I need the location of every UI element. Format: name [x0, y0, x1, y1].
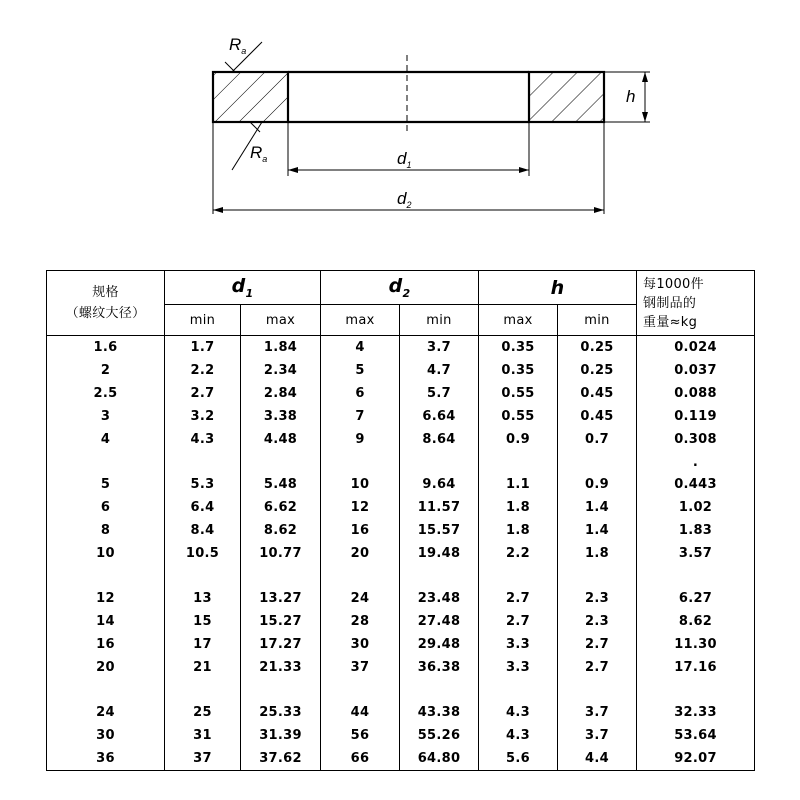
cell-weight: 32.33 [637, 701, 755, 724]
cell-d2-max: 9 [321, 428, 400, 451]
table-row [47, 701, 755, 724]
cell-d2-max: 6 [321, 382, 400, 405]
cell-d1-min: 1.7 [165, 336, 241, 360]
cell-spec [47, 679, 165, 701]
cell-h-min: 1.8 [558, 542, 637, 565]
header-d1-max: max [241, 305, 321, 336]
cell-d2-min: 15.57 [400, 519, 479, 542]
cell-spec: 12 [47, 587, 165, 610]
cell-d2-min: 11.57 [400, 496, 479, 519]
table-row [47, 679, 755, 701]
cell-weight: 53.64 [637, 724, 755, 747]
cell-h-max: 1.1 [479, 473, 558, 496]
cell-d1-max: 2.84 [241, 382, 321, 405]
cell-h-max: 2.2 [479, 542, 558, 565]
cell-d1-min: 2.2 [165, 359, 241, 382]
cell-h-max: 4.3 [479, 701, 558, 724]
table-row [47, 724, 755, 747]
cell-h-min: 1.4 [558, 519, 637, 542]
cell-h-max: 1.8 [479, 519, 558, 542]
cell-h-min: 0.45 [558, 405, 637, 428]
cell-weight: 1.02 [637, 496, 755, 519]
header-spec: 规格 （螺纹大径） [47, 271, 165, 336]
cell-spec: 10 [47, 542, 165, 565]
cell-h-max: 0.35 [479, 336, 558, 360]
cell-d1-min [165, 451, 241, 473]
cell-d2-max: 44 [321, 701, 400, 724]
cell-spec: 4 [47, 428, 165, 451]
cell-h-max: 4.3 [479, 724, 558, 747]
cell-d1-min: 25 [165, 701, 241, 724]
cell-d2-min: 27.48 [400, 610, 479, 633]
cell-d2-min: 6.64 [400, 405, 479, 428]
cell-d1-min: 15 [165, 610, 241, 633]
cell-d2-max: 28 [321, 610, 400, 633]
cell-weight: 0.037 [637, 359, 755, 382]
cell-d1-max: 1.84 [241, 336, 321, 360]
cell-weight: 17.16 [637, 656, 755, 679]
cell-d1-max: 15.27 [241, 610, 321, 633]
cell-d1-max [241, 679, 321, 701]
cell-spec [47, 451, 165, 473]
cell-d1-max: 17.27 [241, 633, 321, 656]
cell-spec: 6 [47, 496, 165, 519]
table-row [47, 451, 755, 473]
cell-spec: 2.5 [47, 382, 165, 405]
cell-weight: 1.83 [637, 519, 755, 542]
cell-h-min: 4.4 [558, 747, 637, 771]
cell-spec: 1.6 [47, 336, 165, 360]
table-row [47, 519, 755, 542]
cell-d2-max: 24 [321, 587, 400, 610]
cell-h-min: 3.7 [558, 701, 637, 724]
cell-h-max: 5.6 [479, 747, 558, 771]
cell-d2-min: 5.7 [400, 382, 479, 405]
right-hatched-section [529, 72, 604, 122]
cell-d1-max: 8.62 [241, 519, 321, 542]
cell-d2-max: 20 [321, 542, 400, 565]
cell-d2-max: 30 [321, 633, 400, 656]
cell-h-min: 2.3 [558, 610, 637, 633]
d1-arrow-left [288, 167, 298, 173]
cell-d2-min: 36.38 [400, 656, 479, 679]
table-row [47, 496, 755, 519]
h-arrow-top [642, 72, 648, 82]
cell-h-min: 0.7 [558, 428, 637, 451]
cell-d1-min: 10.5 [165, 542, 241, 565]
cell-d1-min [165, 679, 241, 701]
washer-section-drawing [0, 0, 800, 240]
d2-arrow-left [213, 207, 223, 213]
cell-d1-min: 2.7 [165, 382, 241, 405]
cell-h-max [479, 451, 558, 473]
cell-h-min: 0.25 [558, 359, 637, 382]
cell-weight: 8.62 [637, 610, 755, 633]
cell-d1-min: 8.4 [165, 519, 241, 542]
d2-arrow-right [594, 207, 604, 213]
cell-spec: 36 [47, 747, 165, 771]
cell-h-max: 0.9 [479, 428, 558, 451]
cell-d1-min: 5.3 [165, 473, 241, 496]
cell-h-max: 3.3 [479, 633, 558, 656]
cell-weight: 6.27 [637, 587, 755, 610]
table-row [47, 382, 755, 405]
cell-h-min: 0.25 [558, 336, 637, 360]
cell-h-max: 2.7 [479, 610, 558, 633]
cell-h-min: 2.7 [558, 656, 637, 679]
cell-weight: 11.30 [637, 633, 755, 656]
cell-d2-min [400, 565, 479, 587]
cell-weight: 0.024 [637, 336, 755, 360]
cell-spec: 3 [47, 405, 165, 428]
cell-d2-min: 43.38 [400, 701, 479, 724]
cell-d2-min: 4.7 [400, 359, 479, 382]
cell-h-min: 0.9 [558, 473, 637, 496]
cell-d2-min: 29.48 [400, 633, 479, 656]
cell-d1-max [241, 451, 321, 473]
cell-h-min [558, 565, 637, 587]
d2-label: $d_2$ [397, 189, 412, 210]
cell-spec: 24 [47, 701, 165, 724]
table-row [47, 747, 755, 771]
cell-d2-min: 19.48 [400, 542, 479, 565]
cell-d1-min: 3.2 [165, 405, 241, 428]
h-arrow-bottom [642, 112, 648, 122]
table-row [47, 428, 755, 451]
table-row [47, 359, 755, 382]
header-d2-min: min [400, 305, 479, 336]
header-d2-max: max [321, 305, 400, 336]
table-row [47, 587, 755, 610]
cell-h-min: 0.45 [558, 382, 637, 405]
cell-d1-max: 3.38 [241, 405, 321, 428]
cell-h-max [479, 565, 558, 587]
cell-weight: 0.443 [637, 473, 755, 496]
cell-weight [637, 565, 755, 587]
cell-d1-min: 4.3 [165, 428, 241, 451]
cell-d2-max [321, 451, 400, 473]
header-h-min: min [558, 305, 637, 336]
cell-h-max: 0.55 [479, 405, 558, 428]
table-body [47, 336, 755, 771]
cell-d1-max: 13.27 [241, 587, 321, 610]
table-row [47, 405, 755, 428]
cell-spec: 16 [47, 633, 165, 656]
table-row [47, 473, 755, 496]
cell-d1-max: 10.77 [241, 542, 321, 565]
cell-h-min: 3.7 [558, 724, 637, 747]
cell-d1-min: 17 [165, 633, 241, 656]
roughness-label-bottom: $R_a$ [250, 143, 268, 164]
cell-d2-min: 8.64 [400, 428, 479, 451]
cell-d2-max: 56 [321, 724, 400, 747]
cell-d1-max: 25.33 [241, 701, 321, 724]
cell-d1-max: 21.33 [241, 656, 321, 679]
cell-spec: 20 [47, 656, 165, 679]
table-row [47, 542, 755, 565]
cell-weight: 0.308 [637, 428, 755, 451]
cell-d2-min: 55.26 [400, 724, 479, 747]
header-h-max: max [479, 305, 558, 336]
cell-d2-min: 9.64 [400, 473, 479, 496]
cell-d1-min: 6.4 [165, 496, 241, 519]
cell-d2-min [400, 679, 479, 701]
cell-spec: 5 [47, 473, 165, 496]
d1-label: $d_1$ [397, 149, 412, 170]
cell-d1-max [241, 565, 321, 587]
cell-spec: 14 [47, 610, 165, 633]
header-d2: $d_2$ [321, 271, 479, 305]
cell-h-max: 2.7 [479, 587, 558, 610]
cell-d1-min: 31 [165, 724, 241, 747]
cell-spec: 8 [47, 519, 165, 542]
cell-h-max: 3.3 [479, 656, 558, 679]
cell-d2-max: 66 [321, 747, 400, 771]
cell-d2-min: 64.80 [400, 747, 479, 771]
cell-d2-max: 7 [321, 405, 400, 428]
cell-spec: 2 [47, 359, 165, 382]
cell-weight: 92.07 [637, 747, 755, 771]
cell-weight: . [637, 451, 755, 473]
cell-d2-min: 3.7 [400, 336, 479, 360]
cell-d1-max: 5.48 [241, 473, 321, 496]
cell-h-min: 2.3 [558, 587, 637, 610]
cell-d2-min [400, 451, 479, 473]
cell-d1-min: 37 [165, 747, 241, 771]
header-h: h [479, 271, 637, 305]
cell-weight: 3.57 [637, 542, 755, 565]
cell-d1-max: 31.39 [241, 724, 321, 747]
left-hatched-section [213, 72, 288, 122]
cell-d1-max: 2.34 [241, 359, 321, 382]
cell-d2-min: 23.48 [400, 587, 479, 610]
cell-d2-max: 37 [321, 656, 400, 679]
cell-d2-max [321, 565, 400, 587]
cell-d2-max: 12 [321, 496, 400, 519]
header-d1: $d_1$ [165, 271, 321, 305]
cell-d1-min: 13 [165, 587, 241, 610]
cell-h-min: 2.7 [558, 633, 637, 656]
roughness-label-top: $R_a$ [229, 35, 247, 56]
cell-d1-max: 37.62 [241, 747, 321, 771]
cell-d1-max: 4.48 [241, 428, 321, 451]
cell-d2-max [321, 679, 400, 701]
cell-h-min [558, 679, 637, 701]
cell-d2-max: 4 [321, 336, 400, 360]
cell-d2-max: 16 [321, 519, 400, 542]
table-row [47, 633, 755, 656]
table-row [47, 336, 755, 360]
washer-spec-table [46, 270, 755, 771]
cell-h-min [558, 451, 637, 473]
cell-weight: 0.119 [637, 405, 755, 428]
cell-h-max: 0.55 [479, 382, 558, 405]
cell-d2-max: 5 [321, 359, 400, 382]
h-label: h [626, 87, 636, 106]
cell-h-max: 0.35 [479, 359, 558, 382]
table-row [47, 565, 755, 587]
cell-spec [47, 565, 165, 587]
cell-weight [637, 679, 755, 701]
table-row [47, 610, 755, 633]
d1-arrow-right [519, 167, 529, 173]
header-d1-min: min [165, 305, 241, 336]
cell-weight: 0.088 [637, 382, 755, 405]
header-weight: 每1000件 钢制品的 重量≈kg [637, 271, 755, 336]
cell-d1-max: 6.62 [241, 496, 321, 519]
cell-h-min: 1.4 [558, 496, 637, 519]
cell-h-max [479, 679, 558, 701]
cell-d1-min: 21 [165, 656, 241, 679]
cell-spec: 30 [47, 724, 165, 747]
table-row [47, 656, 755, 679]
cell-d1-min [165, 565, 241, 587]
cell-d2-max: 10 [321, 473, 400, 496]
roughness-tick-top [225, 62, 235, 72]
cell-h-max: 1.8 [479, 496, 558, 519]
